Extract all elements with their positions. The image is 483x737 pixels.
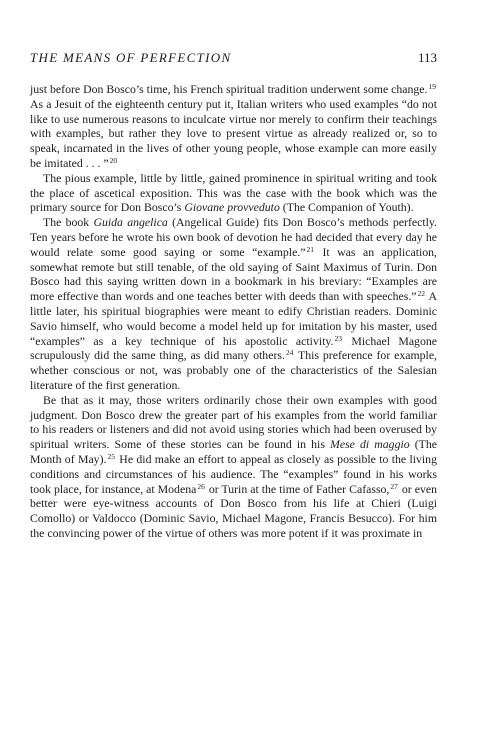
paragraph [30,82,437,171]
text-run: (The Companion of Youth). [279,200,414,215]
text-run: The book [43,215,94,230]
text-run: He did make an effort to appeal as closely as possible to the living conditions and circumstances of his audience. The “examples” found in his works took place, for instance, at Modena [30,451,437,496]
footnote-ref: 21 [306,244,314,254]
text-run: The pious example, little by little, gained prominence in spiritual writing and took the place of ascetical exposition. This was the case with the book which was the primary source for Don Bosco’s [30,170,437,215]
footnote-ref: 23 [334,333,342,343]
footnote-ref: 26 [197,481,205,491]
footnote-ref: 25 [107,451,115,461]
paragraph [30,393,437,541]
text-run: Michael Magone scrupulously did the same thing, as did many others. [30,333,437,363]
paragraph [30,171,437,215]
running-head: THE MEANS OF PERFECTION [30,50,232,65]
footnote-ref: 24 [285,348,294,358]
text-run: It was an application, somewhat remote but still tenable, of the old saying of Saint Maximus of Turin. Don Bosco had this saying written down in a bookmark in his breviary: “Examples are more effective than words and one teaches better with deeds than with speeches.” [30,244,437,304]
text-run: A little later, his spiritual biographies were meant to edify Christian readers. Dominic Savio himself, who would become a model held up for imitation by his master, used “examples” as a key technique of his apostolic activity. [30,289,438,348]
text-run: or even better were eye-witness accounts of Don Bosco from his life at Chieri (Luigi Comollo) or Valdocco (Dominic Savio, Michael Magone, Francis Besucco). For him the convincing power of the virtue of others was more potent if it was proximate in [30,481,437,540]
text-run: As a Jesuit of the eighteenth century put it, Italian writers who used examples “do not like to use numerous reasons to inculcate virtue nor merely to confirm their teachings with examples, but rather they love to present virtue as already realized or, so to speak, incarnated in the lives of other young people, whose example can more easily be imitated . . . ” [30,96,437,170]
footnote-ref: 19 [428,82,436,91]
footnote-ref: 27 [390,481,398,491]
footnote-ref: 22 [417,289,426,299]
page-number: 113 [417,50,437,65]
italic-title: Giovane provveduto [184,200,280,215]
text-run: Be that as it may, those writers ordinarily chose their own examples with good judgment. Don Bosco drew the greater part of his examples from the world familiar to his readers or listeners and did not avoid using stories which had been overused by spiritual writers. Some of these stories can be found in his [30,392,437,452]
page-header [30,50,437,68]
footnote-ref: 20 [109,155,118,165]
italic-title: Guida angelica [93,215,168,230]
text-run: This preference for example, whether conscious or not, was probably one of the characteristics of the Salesian literature of the first generation. [30,348,438,392]
text-run: (The Month of May). [30,437,437,466]
body-text [30,82,437,541]
text-run: (Angelical Guide) fits Don Bosco’s methods perfectly. Ten years before he wrote his own book of devotion he had decided that every day he would relate some good saying or some “example.” [30,215,437,259]
italic-title: Mese di maggio [330,437,410,452]
text-run: just before Don Bosco’s time, his French spiritual tradition underwent some change. [30,82,428,96]
paragraph [30,215,437,393]
text-run: or Turin at the time of Father Cafasso, [205,481,390,496]
